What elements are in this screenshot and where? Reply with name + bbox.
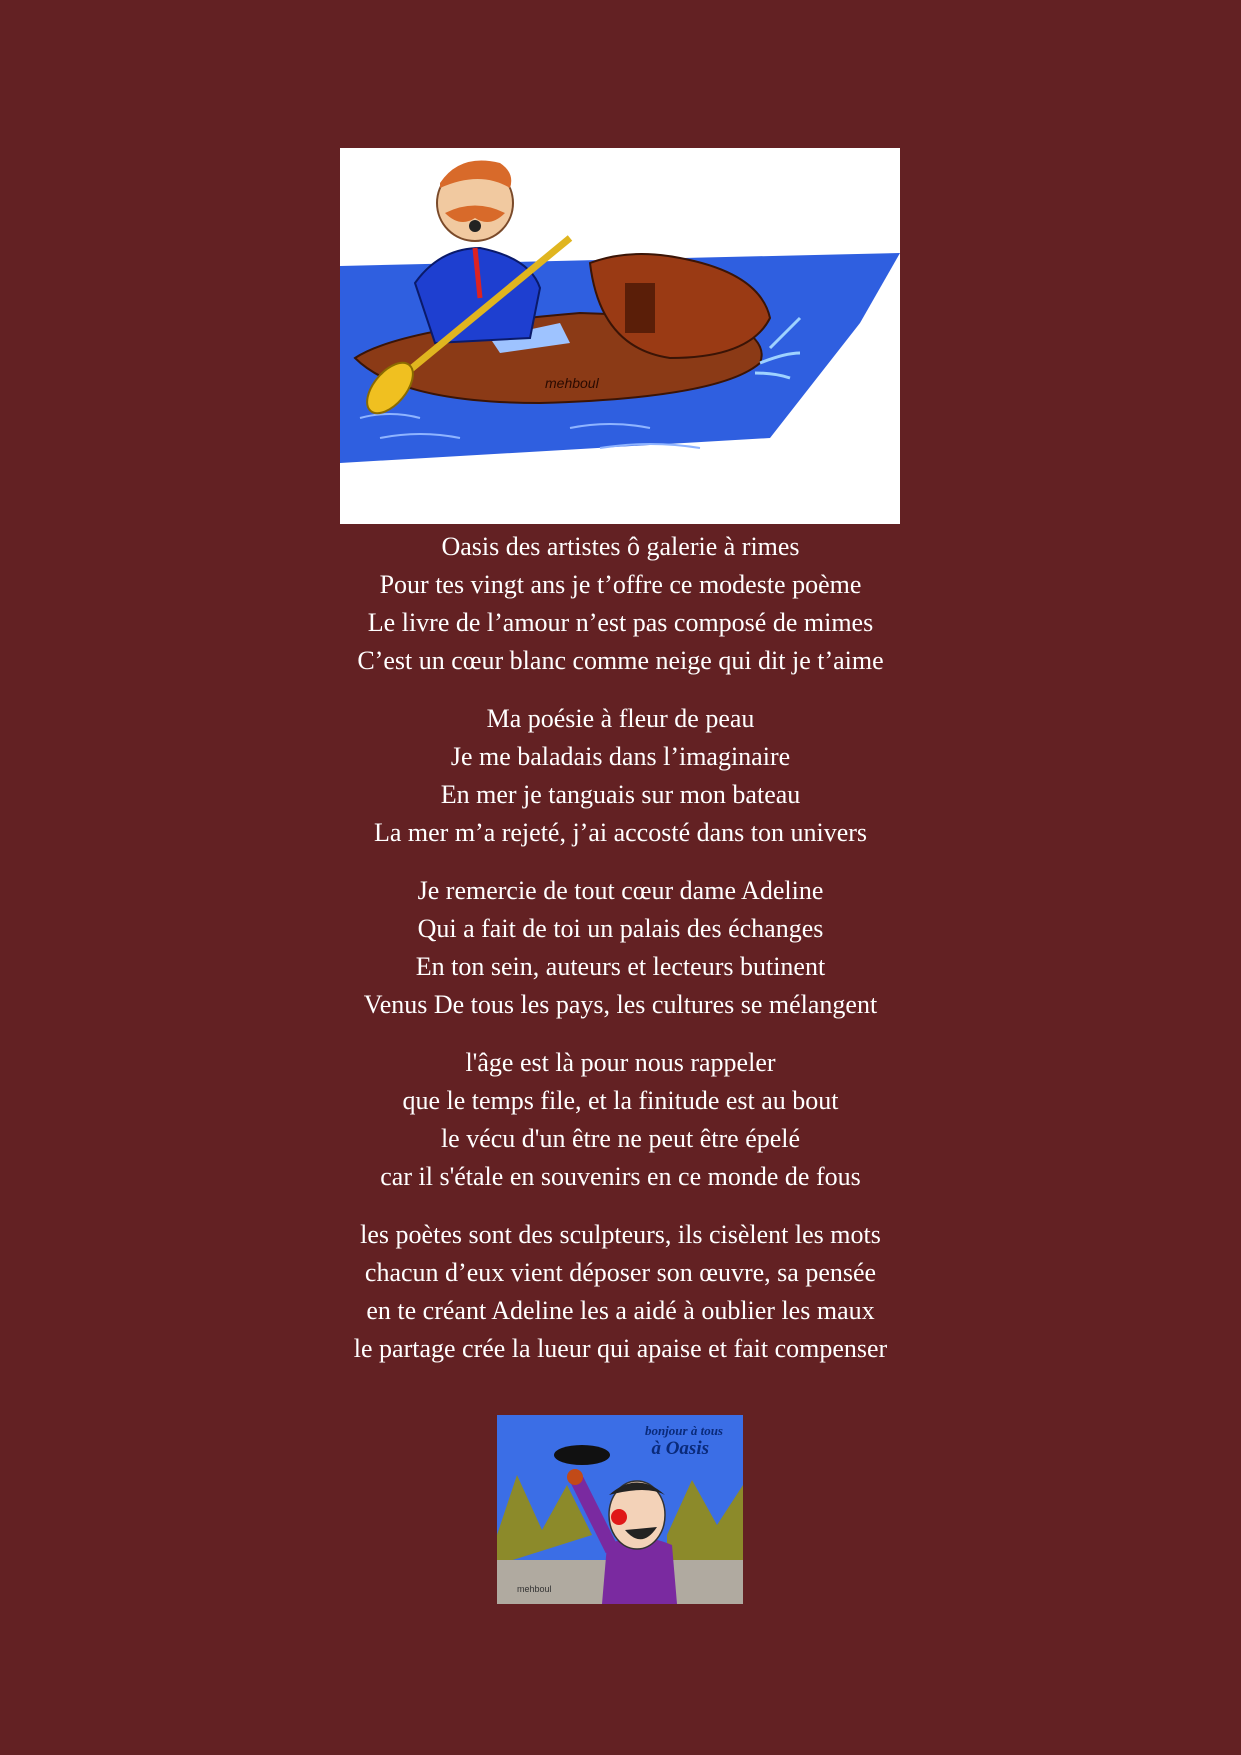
- poem-line: Je me baladais dans l’imaginaire: [450, 742, 791, 771]
- greeting-line-1: bonjour à tous: [644, 1423, 723, 1438]
- stanza-4: [0, 1044, 1241, 1196]
- greeting-signature: mehboul: [517, 1584, 552, 1594]
- poem-line: En ton sein, auteurs et lecteurs butinent: [415, 952, 826, 981]
- poem-line: Venus De tous les pays, les cultures se mélangent: [363, 990, 878, 1019]
- boat-illustration: [340, 148, 900, 524]
- stanza-3: [0, 872, 1241, 1024]
- poem-line: que le temps file, et la finitude est au bout: [402, 1086, 839, 1115]
- mountains-right: [667, 1480, 743, 1565]
- poem-line: En mer je tanguais sur mon bateau: [440, 780, 801, 809]
- poem-line: le partage crée la lueur qui apaise et fait compenser: [353, 1334, 888, 1363]
- boat-signature: mehboul: [545, 375, 599, 391]
- poem-line: Qui a fait de toi un palais des échanges: [417, 914, 824, 943]
- boat-drawing: [340, 148, 900, 524]
- greeting-text: [645, 1423, 723, 1459]
- poem-line: C’est un cœur blanc comme neige qui dit je t’aime: [357, 646, 884, 675]
- poem-line: Je remercie de tout cœur dame Adeline: [417, 876, 824, 905]
- boat-hatch: [625, 283, 655, 333]
- poem-line: Ma poésie à fleur de peau: [486, 704, 755, 733]
- greeting-line-2: à Oasis: [651, 1438, 709, 1459]
- poem: [0, 528, 1241, 1388]
- greeting-illustration: [497, 1415, 743, 1604]
- poem-line: Pour tes vingt ans je t’offre ce modeste poème: [379, 570, 862, 599]
- stanza-2: [0, 700, 1241, 852]
- poem-line: chacun d’eux vient déposer son œuvre, sa pensée: [364, 1258, 877, 1287]
- poem-line: en te créant Adeline les a aidé à oublier les maux: [366, 1296, 875, 1325]
- poem-line: l'âge est là pour nous rappeler: [465, 1048, 776, 1077]
- hat: [554, 1445, 610, 1465]
- poem-line: les poètes sont des sculpteurs, ils cisèlent les mots: [360, 1220, 881, 1249]
- poem-line: La mer m’a rejeté, j’ai accosté dans ton univers: [373, 818, 868, 847]
- man-hand: [567, 1469, 583, 1485]
- poem-line: Oasis des artistes ô galerie à rimes: [441, 532, 800, 561]
- rower-mouth: [469, 220, 481, 232]
- poem-line: car il s'étale en souvenirs en ce monde de fous: [380, 1162, 861, 1191]
- stanza-1: [0, 528, 1241, 680]
- stanza-5: [0, 1216, 1241, 1368]
- man-arm: [577, 1480, 612, 1550]
- man-nose: [611, 1509, 627, 1525]
- poem-line: Le livre de l’amour n’est pas composé de mimes: [367, 608, 874, 637]
- poem-line: le vécu d'un être ne peut être épelé: [440, 1124, 801, 1153]
